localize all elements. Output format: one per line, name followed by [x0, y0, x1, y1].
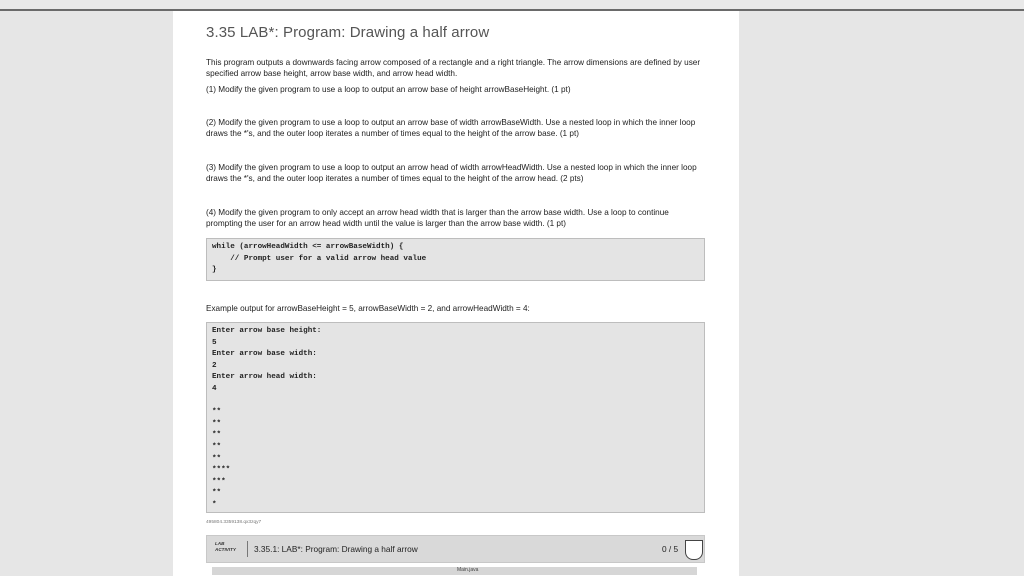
activity-title: 3.35.1: LAB*: Program: Drawing a half arrow: [254, 544, 418, 554]
lab-activity-header[interactable]: [206, 535, 705, 563]
activity-score: 0 / 5: [662, 544, 679, 554]
editor-file-tab[interactable]: Main.java: [457, 567, 479, 573]
lesson-page: [173, 11, 739, 576]
step-4-text: (4) Modify the given program to only accept an arrow head width that is larger than the arrow base width. Use a loop to continue prompting the user for an arrow head width until the value is larger than the arrow base width. (1 pt): [206, 208, 669, 229]
step-3-text: (3) Modify the given program to use a loop to output an arrow head of width arrowHeadWidth. Use a nested loop in which the inner loop draws the *'s, and the outer loop iterates a number of times equal to the height of the arrow head. (2 pts): [206, 163, 697, 184]
example-label: Example output for arrowBaseHeight = 5, arrowBaseWidth = 2, and arrowHeadWidth = 4:: [206, 304, 530, 313]
intro-paragraph: This program outputs a downwards facing arrow composed of a rectangle and a right triangle. The arrow dimensions are defined by user specified arrow base height, arrow base width, and arrow head width.: [206, 58, 701, 79]
editor-tab-bar[interactable]: [212, 567, 697, 575]
example-output: Enter arrow base height: 5 Enter arrow base width: 2 Enter arrow head width: 4 ** ** ** ** ** **** *** ** *: [206, 322, 705, 513]
code-snippet: while (arrowHeadWidth <= arrowBaseWidth) { // Prompt user for a valid arrow head value }: [206, 238, 705, 281]
lab-activity-badge: LAB ACTIVITY: [215, 541, 236, 552]
completion-badge-icon: [685, 540, 703, 560]
page-title: 3.35 LAB*: Program: Drawing a half arrow: [206, 24, 490, 41]
step-1-text: (1) Modify the given program to use a loop to output an arrow base of height arrowBaseHeight. (1 pt): [206, 85, 571, 94]
browser-top-bar: [0, 0, 1024, 11]
header-divider: [247, 541, 248, 557]
content-id: 495804.3359138.qx3zqy7: [206, 520, 262, 525]
step-2-text: (2) Modify the given program to use a loop to output an arrow base of width arrowBaseWidth. Use a nested loop in which the inner loop draws the *'s, and the outer loop iterates a number of times equal to the height of the arrow base. (1 pt): [206, 118, 696, 139]
